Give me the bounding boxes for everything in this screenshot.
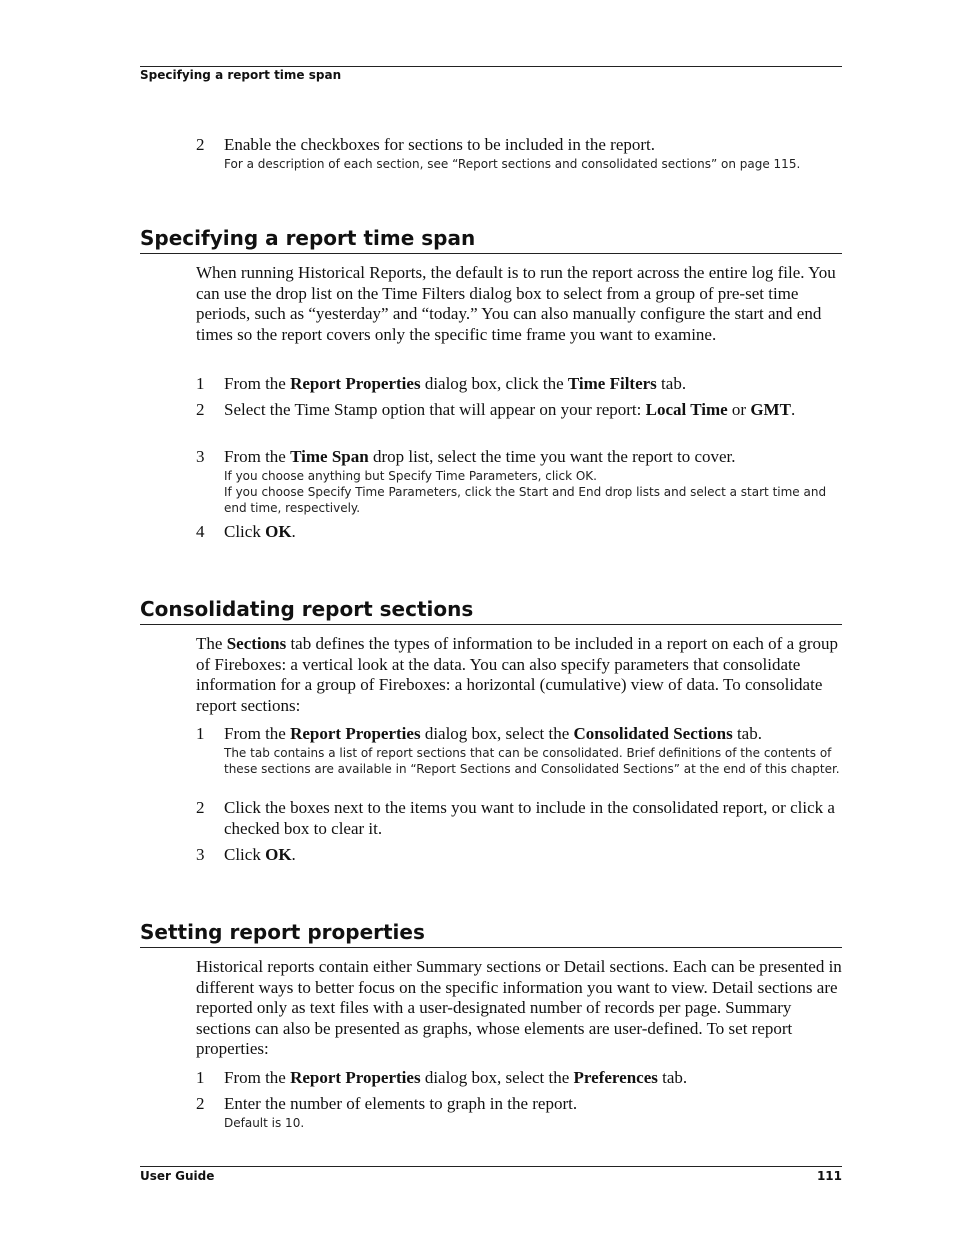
step-number: 2 [196,135,205,154]
consolidating-step-1 [196,724,842,777]
step-number: 3 [196,845,205,864]
time-span-paragraph: When running Historical Reports, the default is to run the report across the entire log file. You can use the drop list on the Time Filters dialog box to select from a group of pre-set time periods, such as “yesterday” and “today.” You can also manually configure the start and end times so the report covers only the specific time frame you want to examine. [196,263,836,344]
step-number: 4 [196,522,205,541]
time-span-step-1 [196,374,842,395]
step-text: From the Time Span drop list, select the time you want the report to cover. [224,447,736,466]
footer-title: User Guide [140,1169,215,1183]
time-span-step-4 [196,522,842,543]
step-text: Click OK. [224,845,296,864]
step-text: Enter the number of elements to graph in the report. [224,1094,578,1113]
step-number: 2 [196,400,205,419]
step-text: Click OK. [224,522,296,541]
consolidating-step-2 [196,798,842,839]
section-heading-report-properties: Setting report properties [140,920,842,948]
section-heading-consolidating: Consolidating report sections [140,597,842,625]
step-note: If you choose Specify Time Parameters, click the Start and End drop lists and select a start time and end time, respectively. [224,484,827,515]
step-note: Default is 10. [224,1115,305,1130]
step-text: From the Report Properties dialog box, select the Consolidated Sections tab. [224,724,762,743]
step-text: Click the boxes next to the items you want to include in the consolidated report, or click a checked box to clear it. [224,798,835,838]
step-text: Select the Time Stamp option that will appear on your report: Local Time or GMT. [224,400,796,419]
running-header: Specifying a report time span [140,66,842,83]
step-text: Enable the checkboxes for sections to be included in the report. [224,135,655,154]
consolidating-step-3 [196,845,842,866]
step-number: 3 [196,447,205,466]
step-number: 2 [196,798,205,817]
step-text: From the Report Properties dialog box, select the Preferences tab. [224,1068,688,1087]
time-span-step-3 [196,447,842,516]
consolidating-paragraph: The Sections tab defines the types of information to be included in a report on each of a group of Fireboxes: a vertical look at the data. You can also specify parameters that consolidate information for a group of Fireboxes: a horizontal (cumulative) view of data. To consolidate report sections: [196,634,839,715]
report-properties-step-1 [196,1068,842,1089]
step-note: The tab contains a list of report sections that can be consolidated. Brief definitions of the contents of these sections are available in “Report Sections and Consolidated Sections” at the end of this chapter. [224,745,840,776]
report-properties-step-2 [196,1094,842,1131]
step-number: 1 [196,374,205,393]
page-number: 111 [816,1169,842,1183]
time-span-step-2 [196,400,842,421]
step-number: 1 [196,724,205,743]
step-note: If you choose anything but Specify Time Parameters, click OK. [224,468,597,483]
step-note: For a description of each section, see “Report sections and consolidated sections” on page 115. [224,156,801,171]
section-heading-time-span: Specifying a report time span [140,226,842,254]
page-footer [140,1166,842,1184]
report-properties-paragraph: Historical reports contain either Summary sections or Detail sections. Each can be presented in different ways to better focus on the specific information you want to view. Detail sections are reported only as text files with a user-designated number of records per page. Summary sections can also be presented as graphs, whose elements are user-defined. To set report properties: [196,957,842,1058]
step-text: From the Report Properties dialog box, click the Time Filters tab. [224,374,687,393]
step-number: 1 [196,1068,205,1087]
intro-step [196,135,842,172]
step-number: 2 [196,1094,205,1113]
